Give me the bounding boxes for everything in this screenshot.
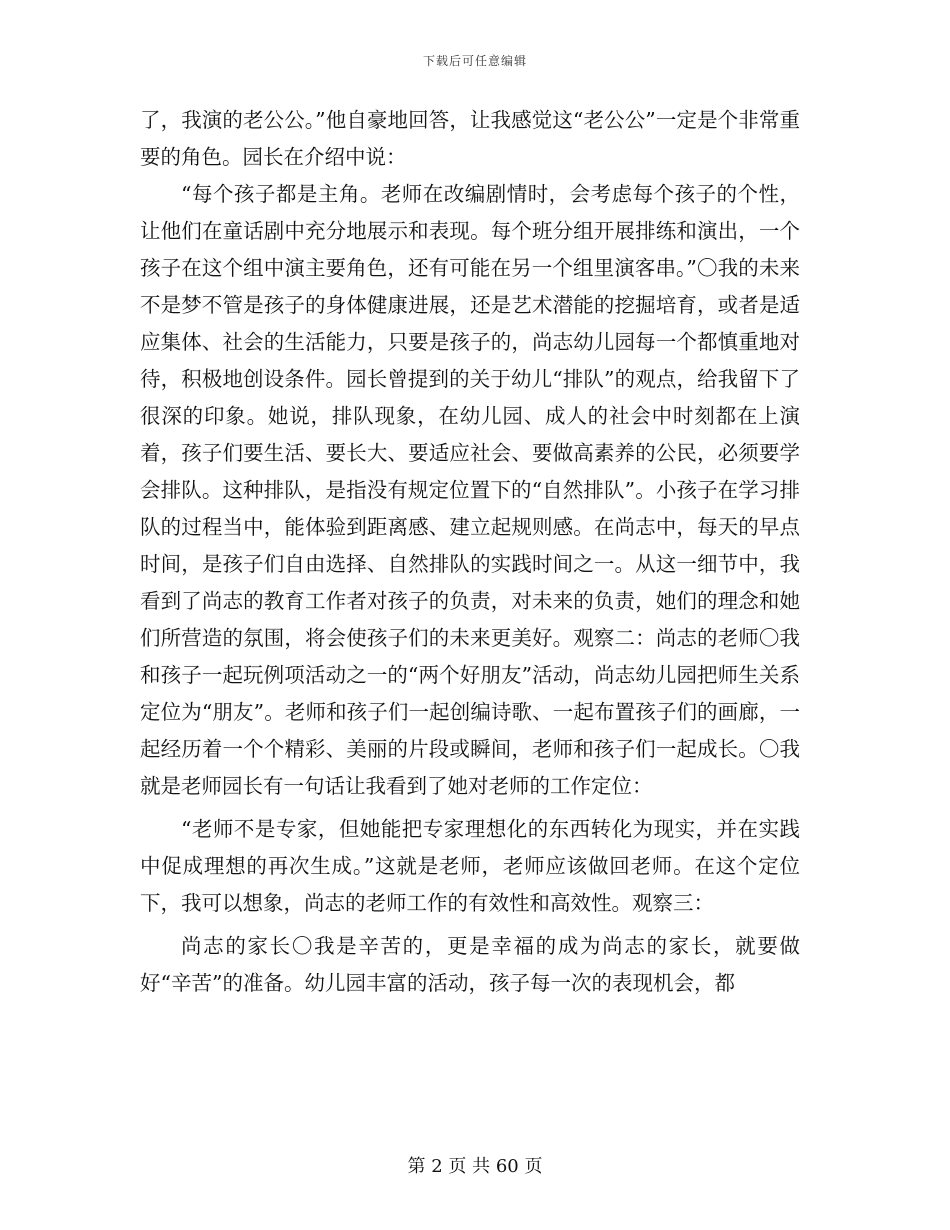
- paragraph-4: 尚志的家长〇我是辛苦的，更是幸福的成为尚志的家长，就要做好“辛苦”的准备。幼儿园丰富的活动，孩子每一次的表现机会，都: [140, 934, 800, 995]
- page-header: 下载后可任意编辑: [422, 54, 527, 68]
- paragraph-1: 了，我演的老公公。”他自豪地回答，让我感觉这“老公公”一定是个非常重要的角色。园长在介绍中说：: [140, 108, 800, 169]
- paragraph-3: “老师不是专家，但她能把专家理想化的东西转化为现实，并在实践中促成理想的再次生成。”这就是老师，老师应该做回老师。在这个定位下，我可以想象，尚志的老师工作的有效性和高效性。观察三：: [140, 817, 800, 915]
- page-number: 第 2 页 共 60 页: [407, 1156, 543, 1177]
- document-body: [140, 102, 800, 1002]
- paragraph-2: “每个孩子都是主角。老师在改编剧情时，会考虑每个孩子的个性，让他们在童话剧中充分地展示和表现。每个班分组开展排练和演出，一个孩子在这个组中演主要角色，还有可能在另一个组里演客串。”〇我的未来不是梦不管是孩子的身体健康进展，还是艺术潜能的挖掘培育，或者是适应集体、社会的生活能力，只要是孩子的，尚志幼儿园每一个都慎重地对待，积极地创设条件。园长曾提到的关于幼儿“排队”的观点，给我留下了很深的印象。她说，排队现象，在幼儿园、成人的社会中时刻都在上演着，孩子们要生活、要长大、要适应社会、要做高素养的公民，必须要学会排队。这种排队，是指没有规定位置下的“自然排队”。小孩子在学习排队的过程当中，能体验到距离感、建立起规则感。在尚志中，每天的早点时间，是孩子们自由选择、自然排队的实践时间之一。从这一细节中，我看到了尚志的教育工作者对孩子的负责，对未来的负责，她们的理念和她们所营造的氛围，将会使孩子们的未来更美好。观察二：尚志的老师〇我和孩子一起玩例项活动之一的“两个好朋友”活动，尚志幼儿园把师生关系定位为“朋友”。老师和孩子们一起创编诗歌、一起布置孩子们的画廊，一起经历着一个个精彩、美丽的片段或瞬间，老师和孩子们一起成长。〇我就是老师园长有一句话让我看到了她对老师的工作定位：: [140, 182, 800, 798]
